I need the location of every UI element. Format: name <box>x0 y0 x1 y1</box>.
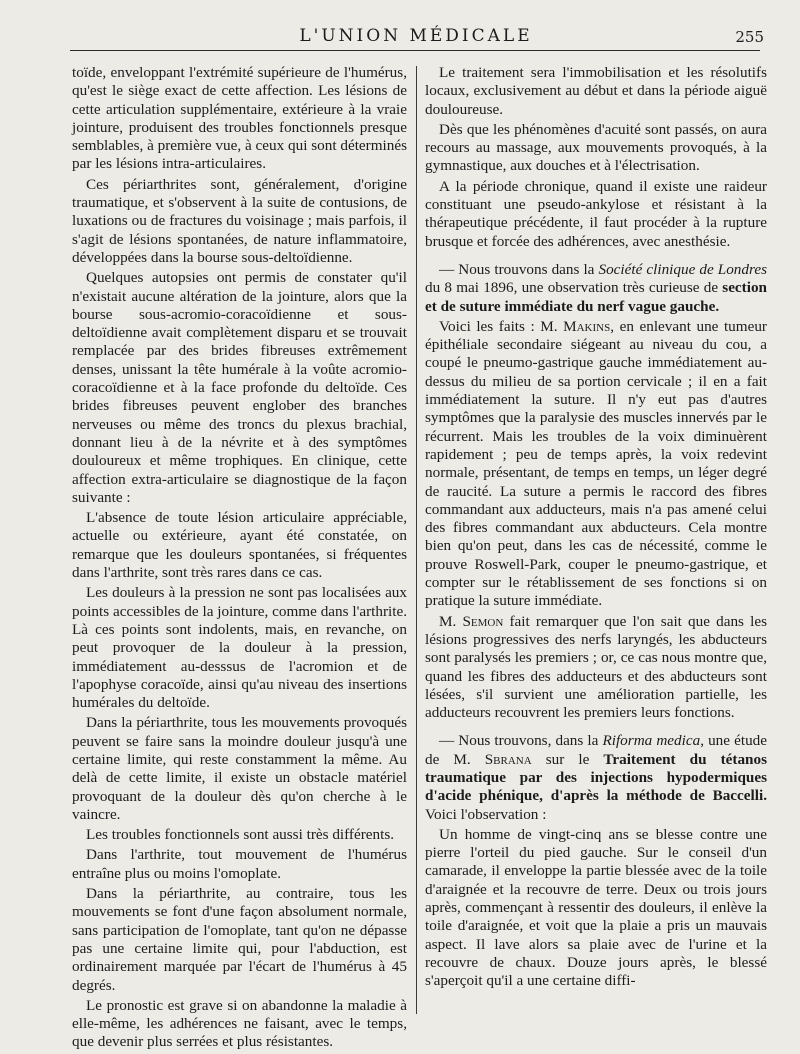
paragraph <box>425 613 767 723</box>
paragraph <box>425 732 767 823</box>
journal-name: Riforma medica <box>602 732 701 750</box>
text-run: du 8 mai 1896, une observation très curieuse de <box>425 279 723 297</box>
paragraph: Dans l'arthrite, tout mouvement de l'humérus entraîne plus ou moins l'omoplate. <box>72 846 407 882</box>
paragraph: toïde, enveloppant l'extrémité supérieure de l'humérus, qu'est le siège exact de cette affection. Les lésions de cette articulation supplémentaire, extérieure à la vraie jointure, produisent des troubles fonctionnels presque semblables, à première vue, à ceux qui sont déterminés par les lésions intra-articulaires. <box>72 64 407 173</box>
text-run: sur le <box>531 750 604 768</box>
paragraph: Ces périarthrites sont, généralement, d'origine traumatique, et s'observent à la suite de contusions, de luxations ou de fractures du voisinage ; mais parfois, il s'agit de lésions spontanées, de nature inflammatoire, développées dans la bourse sous-deltoïdienne. <box>72 175 407 266</box>
text-run: M. <box>439 612 463 630</box>
header-rule <box>70 50 760 51</box>
paragraph: Les troubles fonctionnels sont aussi très différents. <box>86 826 395 844</box>
column-divider <box>416 66 417 1014</box>
paragraph: Dans la périarthrite, tous les mouvements provoqués peuvent se faire sans la moindre douleur jusqu'à une certaine limite, qui reste constamment la même. Au delà de cette limite, il existe un obstacle matériel provoquant de la douleur dès qu'on cherche à le vaincre. <box>72 714 407 823</box>
text-run: fait remarquer que l'on sait que dans les lésions progressives des nerfs laryngés, les abducteurs sont paralysés les premiers ; or, ce cas nous montre que, quand les fibres des adducteurs et des abducteurs sont lésées, s'il survient une amélioration partielle, les adducteurs recouvrent les premiers leurs fonctions. <box>425 612 767 722</box>
paragraph: Quelques autopsies ont permis de constater qu'il n'existait aucune altération de la jointure, alors que la bourse sous-acromio-coracoïdienne et sous-deltoïdienne avait complètement disparu et se trouvait remplacée par des brides fibreuses extrêmement denses, unissant la tête humérale à la voûte acromio-coracoïdienne et à la face profonde du deltoïde. Ces brides fibreuses peuvent englober des branches nerveuses ou même des troncs du plexus brachial, donnant lieu à de la névrite et à des symptômes douloureux et même trophiques. En clinique, cette affection extra-articulaire se diagnostique de la façon suivante : <box>72 269 407 506</box>
article-title: section et de suture immédiate du nerf vague gauche. <box>425 279 767 315</box>
paragraph: L'absence de toute lésion articulaire appréciable, actuelle ou extérieure, ayant été constatée, on remarque que les douleurs spontanées, si fréquentes dans l'arthrite, sont très rares dans ce cas. <box>72 509 407 582</box>
text-run: Voici l'observation : <box>425 805 547 823</box>
article-title: Traitement du tétanos traumatique par des injections hypodermiques d'acide phénique, d'après la méthode de Baccelli. <box>425 750 767 805</box>
paragraph <box>425 318 767 611</box>
page-header <box>60 22 772 50</box>
text-run: — Nous trouvons, dans la <box>439 732 603 750</box>
author-name: Makins <box>563 317 611 335</box>
text-run: Voici les faits : M. <box>439 317 564 335</box>
author-name: Semon <box>462 612 504 630</box>
paragraph <box>425 261 767 316</box>
page-number: 255 <box>735 28 764 46</box>
running-title: L'UNION MÉDICALE <box>299 26 533 46</box>
section-gap <box>425 724 767 732</box>
paragraph: Dès que les phénomènes d'acuité sont passés, on aura recours au massage, aux mouvements provoqués, à la gymnastique, aux douches et à l'électrisation. <box>425 120 767 175</box>
text-run: — Nous trouvons dans la <box>439 260 599 278</box>
author-name: Sbrana <box>484 750 532 768</box>
paragraph: Dans la périarthrite, au contraire, tous les mouvements se font d'une façon absolument normale, sans participation de l'omoplate, tant qu'on ne dépasse pas une certaine limite qui, pour l'abduction, est ordinairement marquée par l'écart de l'humérus à 45 degrés. <box>72 885 407 994</box>
paragraph: Un homme de vingt-cinq ans se blesse contre une pierre l'orteil du pied gauche. Sur le conseil d'un camarade, il enveloppe la partie blessée avec de la toile d'araignée et la recouvre de terre. Deux ou trois jours après, commençant à ressentir des douleurs, il enlève la toile d'araignée, et voit que la plaie a pris un mauvais aspect. Il lave alors sa plaie avec de l'urine et la recouvre de chaux. Douze jours après, le blessé s'aperçoit qu'il a une certaine diffi- <box>425 825 767 990</box>
right-column <box>425 64 767 993</box>
section-gap <box>425 253 767 261</box>
paragraph: Le pronostic est grave si on abandonne la maladie à elle-même, les adhérences ne faisant, avec le temps, que devenir plus serrées et plus résistantes. <box>72 996 407 1051</box>
society-name: Société clinique de Londres <box>598 260 767 278</box>
paragraph: A la période chronique, quand il existe une raideur constituant une pseudo-ankylose et résistant à la thérapeutique précédente, il faut procéder à la rupture brusque et forcée des adhérences, avec anesthésie. <box>425 177 767 250</box>
left-column <box>72 64 407 1054</box>
text-run: , en enlevant une tumeur épithéliale secondaire siégeant au niveau du cou, a coupé le pneumo-gastrique gauche immédiatement au-dessus du milieu de sa portion cervicale ; il en a fait immédiatement la suture. Il n'y eut pas d'autres symptômes que la paralysie des muscles innervés par le récurrent. Mais les troubles de la voix diminuèrent rapidement ; peu de temps après, la voix redevint normale, présentant, de temps en temps, un léger degré de raucité. La suture a permis le raccord des fibres commandant aux adducteurs, mais n'a pas amené celui des fibres commandant aux abducteurs. Cela montre bien qu'on peut, dans les cas de nécessité, comme le prouve Roswell-Park, couper le pneumo-gastrique, et compter sur le rétablissement de ses fonctions si on pratique la suture immédiate. <box>425 317 767 610</box>
paragraph: Les douleurs à la pression ne sont pas localisées aux points accessibles de la jointure, comme dans l'arthrite. Là ces points sont indolents, mais, en revanche, on peut provoquer de la douleur à la pression, immédiatement au-desssus de l'acromion et de l'apophyse coracoïde, ainsi qu'au niveau des insertions humérales du deltoïde. <box>72 584 407 712</box>
text-run: , une étude de M. <box>425 732 767 768</box>
paragraph: Le traitement sera l'immobilisation et les résolutifs locaux, exclusivement au début et dans la période aiguë douloureuse. <box>425 64 767 118</box>
